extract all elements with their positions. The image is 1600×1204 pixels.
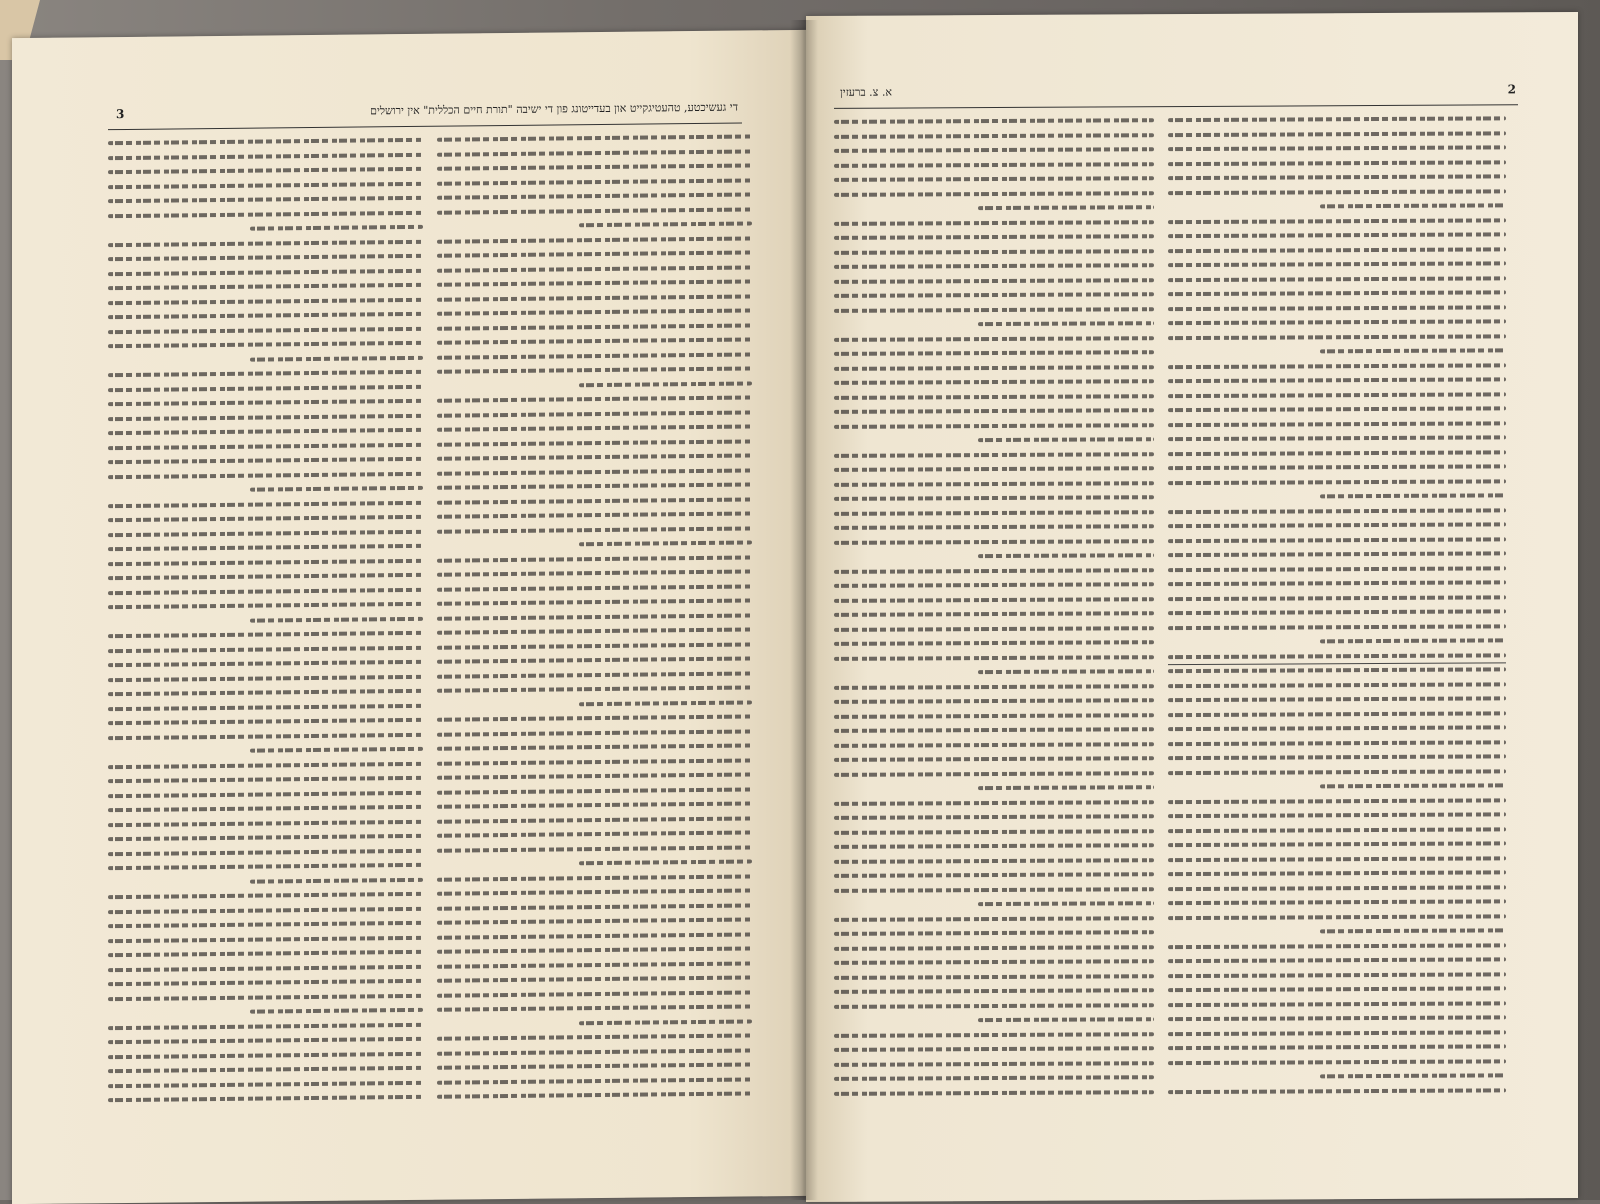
text-line — [834, 408, 1154, 414]
text-line — [437, 1004, 752, 1011]
text-line — [108, 384, 423, 391]
text-line — [108, 703, 423, 710]
text-line — [250, 355, 423, 361]
text-line — [1168, 247, 1506, 253]
text-line — [437, 888, 752, 895]
text-line — [437, 134, 752, 141]
text-line — [437, 975, 752, 982]
text-line — [250, 1008, 423, 1014]
text-line — [437, 903, 752, 910]
text-line — [834, 727, 1154, 733]
text-line — [834, 118, 1154, 124]
text-line — [1168, 363, 1506, 369]
text-line — [108, 558, 423, 565]
text-line — [834, 394, 1154, 400]
text-line — [834, 1090, 1154, 1096]
page-number: 3 — [116, 106, 125, 122]
text-line — [108, 370, 423, 377]
text-line — [108, 138, 423, 145]
book-gutter — [790, 20, 818, 1200]
text-line — [834, 626, 1154, 632]
text-line — [834, 263, 1154, 269]
text-line — [437, 801, 752, 808]
text-column-left — [834, 118, 1154, 1112]
text-line — [1168, 653, 1506, 659]
text-line — [834, 597, 1154, 603]
text-line — [834, 756, 1154, 762]
text-line — [108, 239, 423, 246]
text-line — [1168, 711, 1506, 717]
text-line — [834, 220, 1154, 226]
text-line — [108, 152, 423, 159]
text-column-left — [108, 138, 423, 1113]
text-line — [579, 221, 752, 227]
text-line — [834, 582, 1154, 588]
text-line — [1168, 377, 1506, 383]
text-line — [108, 950, 423, 957]
text-line — [108, 544, 423, 551]
text-line — [250, 486, 423, 492]
text-line — [978, 553, 1154, 558]
text-line — [250, 747, 423, 753]
text-line — [834, 162, 1154, 168]
text-line — [108, 674, 423, 681]
text-line — [1168, 725, 1506, 731]
left-page — [12, 30, 808, 1204]
text-line — [579, 859, 752, 865]
text-line — [1320, 348, 1506, 353]
text-line — [108, 906, 423, 913]
text-line — [437, 1048, 752, 1055]
text-line — [108, 761, 423, 768]
text-line — [437, 1077, 752, 1084]
text-line — [1168, 595, 1506, 601]
text-line — [108, 921, 423, 928]
text-line — [978, 669, 1154, 674]
text-line — [437, 1062, 752, 1069]
text-line — [579, 540, 752, 546]
running-head: די געשיכטע, טהעטיגקייט און בעדייטונג פון די ישיבה "תורת חיים הכללית" אין ירושלים — [370, 100, 738, 118]
text-line — [108, 210, 423, 217]
text-line — [1168, 290, 1506, 296]
text-line — [1168, 261, 1506, 267]
text-line — [1168, 334, 1506, 340]
text-line — [108, 993, 423, 1000]
text-line — [108, 500, 423, 507]
text-line — [108, 196, 423, 203]
text-line — [250, 877, 423, 883]
text-line — [437, 236, 752, 243]
text-line — [437, 816, 752, 823]
text-line — [437, 961, 752, 968]
text-line — [1168, 174, 1506, 180]
text-line — [437, 990, 752, 997]
text-line — [108, 1066, 423, 1073]
text-line — [1168, 450, 1506, 456]
text-line — [834, 959, 1154, 965]
text-line — [437, 352, 752, 359]
text-line — [579, 381, 752, 387]
text-line — [1168, 1030, 1506, 1036]
text-line — [1168, 406, 1506, 412]
text-line — [108, 805, 423, 812]
text-line — [1168, 914, 1506, 920]
text-line — [1168, 667, 1506, 673]
text-line — [437, 526, 752, 533]
text-line — [108, 1080, 423, 1087]
text-line — [978, 1017, 1154, 1022]
text-line — [108, 1037, 423, 1044]
text-line — [437, 584, 752, 591]
text-line — [1168, 899, 1506, 905]
text-line — [108, 935, 423, 942]
text-line — [1168, 957, 1506, 963]
text-column-right — [437, 134, 752, 1109]
text-line — [437, 149, 752, 156]
text-line — [834, 147, 1154, 153]
text-line — [978, 437, 1154, 442]
text-line — [108, 181, 423, 188]
text-line — [1168, 1001, 1506, 1007]
text-line — [834, 191, 1154, 197]
text-line — [1168, 769, 1506, 775]
text-line — [1168, 1015, 1506, 1021]
text-line — [1168, 537, 1506, 543]
text-line — [834, 1046, 1154, 1052]
text-line — [437, 758, 752, 765]
text-line — [437, 468, 752, 475]
text-line — [1168, 885, 1506, 891]
text-line — [1168, 943, 1506, 949]
text-line — [1168, 827, 1506, 833]
text-line — [437, 308, 752, 315]
text-line — [834, 524, 1154, 530]
text-line — [437, 830, 752, 837]
text-line — [1168, 232, 1506, 238]
text-line — [437, 192, 752, 199]
text-line — [250, 616, 423, 622]
text-line — [1168, 624, 1506, 630]
text-line — [108, 167, 423, 174]
text-line — [834, 1003, 1154, 1009]
text-line — [1168, 1088, 1506, 1094]
text-line — [108, 341, 423, 348]
text-line — [978, 205, 1154, 210]
text-line — [834, 640, 1154, 646]
text-line — [579, 700, 752, 706]
text-line — [834, 495, 1154, 501]
text-line — [250, 225, 423, 231]
text-line — [834, 133, 1154, 139]
text-line — [437, 410, 752, 417]
text-line — [1168, 145, 1506, 151]
text-line — [834, 278, 1154, 284]
text-line — [437, 279, 752, 286]
text-line — [437, 627, 752, 634]
text-line — [437, 917, 752, 924]
text-line — [437, 294, 752, 301]
text-line — [437, 453, 752, 460]
text-line — [834, 568, 1154, 574]
text-line — [108, 457, 423, 464]
text-line — [834, 887, 1154, 893]
text-line — [1168, 479, 1506, 485]
text-line — [834, 858, 1154, 864]
text-line — [437, 555, 752, 562]
text-line — [834, 292, 1154, 298]
text-line — [437, 207, 752, 214]
text-line — [1168, 189, 1506, 195]
text-line — [1168, 116, 1506, 122]
text-line — [834, 481, 1154, 487]
text-line — [108, 442, 423, 449]
text-line — [108, 863, 423, 870]
text-line — [834, 872, 1154, 878]
text-line — [108, 732, 423, 739]
text-line — [108, 283, 423, 290]
text-line — [978, 785, 1154, 790]
text-line — [108, 718, 423, 725]
text-line — [108, 326, 423, 333]
text-line — [108, 776, 423, 783]
text-line — [108, 312, 423, 319]
right-page — [806, 12, 1578, 1202]
text-line — [437, 946, 752, 953]
text-line — [1320, 1073, 1506, 1078]
text-line — [1168, 986, 1506, 992]
text-line — [108, 268, 423, 275]
text-line — [108, 399, 423, 406]
text-line — [437, 613, 752, 620]
text-line — [108, 689, 423, 696]
text-line — [437, 337, 752, 344]
text-line — [834, 916, 1154, 922]
text-line — [108, 964, 423, 971]
text-line — [108, 515, 423, 522]
text-line — [437, 250, 752, 257]
text-line — [834, 814, 1154, 820]
text-line — [1320, 638, 1506, 643]
text-line — [1168, 421, 1506, 427]
text-line — [834, 1061, 1154, 1067]
header-rule — [108, 123, 742, 131]
text-line — [437, 1033, 752, 1040]
text-line — [1168, 696, 1506, 702]
text-line — [108, 834, 423, 841]
text-line — [1168, 841, 1506, 847]
text-line — [437, 482, 752, 489]
text-line — [834, 974, 1154, 980]
text-line — [834, 423, 1154, 429]
text-line — [1168, 566, 1506, 572]
text-line — [834, 466, 1154, 472]
text-line — [1168, 551, 1506, 557]
text-line — [1168, 580, 1506, 586]
text-line — [437, 598, 752, 605]
text-line — [108, 1022, 423, 1029]
text-line — [978, 321, 1154, 326]
text-column-right — [1168, 116, 1506, 1110]
text-line — [108, 660, 423, 667]
text-line — [437, 424, 752, 431]
text-line — [834, 800, 1154, 806]
text-line — [1168, 972, 1506, 978]
text-line — [108, 819, 423, 826]
text-line — [1168, 508, 1506, 514]
text-line — [437, 178, 752, 185]
text-line — [437, 787, 752, 794]
text-line — [1168, 1059, 1506, 1065]
text-line — [834, 1032, 1154, 1038]
text-line — [108, 979, 423, 986]
text-line — [834, 843, 1154, 849]
text-line — [834, 336, 1154, 342]
text-line — [834, 930, 1154, 936]
text-line — [834, 713, 1154, 719]
text-line — [108, 254, 423, 261]
text-line — [437, 511, 752, 518]
text-line — [108, 1051, 423, 1058]
text-line — [437, 671, 752, 678]
text-line — [108, 471, 423, 478]
text-line — [834, 988, 1154, 994]
text-line — [834, 539, 1154, 545]
text-line — [437, 265, 752, 272]
text-line — [437, 743, 752, 750]
text-line — [1168, 740, 1506, 746]
text-line — [834, 655, 1154, 661]
text-line — [1320, 783, 1506, 788]
text-line — [1168, 392, 1506, 398]
text-line — [437, 874, 752, 881]
text-line — [437, 569, 752, 576]
text-line — [1320, 493, 1506, 498]
text-line — [579, 1019, 752, 1025]
text-line — [834, 742, 1154, 748]
text-line — [834, 365, 1154, 371]
text-line — [108, 1095, 423, 1102]
text-line — [437, 163, 752, 170]
text-line — [1168, 812, 1506, 818]
text-line — [108, 529, 423, 536]
text-line — [437, 1091, 752, 1098]
text-line — [1168, 798, 1506, 804]
text-line — [834, 771, 1154, 777]
text-line — [1168, 1044, 1506, 1050]
text-line — [834, 945, 1154, 951]
text-line — [1168, 682, 1506, 688]
text-line — [1320, 203, 1506, 208]
text-line — [108, 790, 423, 797]
text-line — [834, 234, 1154, 240]
text-line — [1168, 522, 1506, 528]
text-line — [834, 510, 1154, 516]
text-line — [108, 602, 423, 609]
text-line — [108, 631, 423, 638]
text-line — [437, 323, 752, 330]
text-line — [834, 379, 1154, 385]
text-line — [437, 714, 752, 721]
text-line — [108, 892, 423, 899]
text-line — [834, 249, 1154, 255]
text-line — [834, 176, 1154, 182]
text-line — [1168, 218, 1506, 224]
text-line — [834, 684, 1154, 690]
text-line — [1168, 435, 1506, 441]
text-line — [1168, 609, 1506, 615]
header-rule — [834, 104, 1518, 109]
text-line — [108, 428, 423, 435]
text-line — [437, 395, 752, 402]
text-line — [1168, 870, 1506, 876]
text-line — [834, 829, 1154, 835]
text-line — [834, 1075, 1154, 1081]
text-line — [437, 685, 752, 692]
running-head: א. צ. ברעזין — [840, 85, 893, 99]
text-line — [1168, 464, 1506, 470]
text-line — [834, 698, 1154, 704]
text-line — [437, 729, 752, 736]
text-line — [1320, 928, 1506, 933]
text-line — [437, 656, 752, 663]
text-line — [1168, 160, 1506, 166]
text-line — [108, 848, 423, 855]
text-line — [1168, 856, 1506, 862]
text-line — [1168, 305, 1506, 311]
text-line — [437, 772, 752, 779]
text-line — [834, 307, 1154, 313]
text-line — [1168, 276, 1506, 282]
text-line — [437, 439, 752, 446]
text-line — [1168, 131, 1506, 137]
text-line — [108, 297, 423, 304]
text-line — [834, 611, 1154, 617]
text-line — [834, 452, 1154, 458]
text-line — [108, 587, 423, 594]
text-line — [437, 845, 752, 852]
text-line — [437, 642, 752, 649]
text-line — [108, 413, 423, 420]
text-line — [834, 350, 1154, 356]
text-line — [1168, 319, 1506, 325]
text-line — [978, 901, 1154, 906]
text-line — [437, 932, 752, 939]
text-line — [108, 645, 423, 652]
text-line — [1168, 754, 1506, 760]
text-line — [108, 573, 423, 580]
text-line — [437, 497, 752, 504]
text-line — [437, 366, 752, 373]
page-number: 2 — [1507, 82, 1516, 97]
